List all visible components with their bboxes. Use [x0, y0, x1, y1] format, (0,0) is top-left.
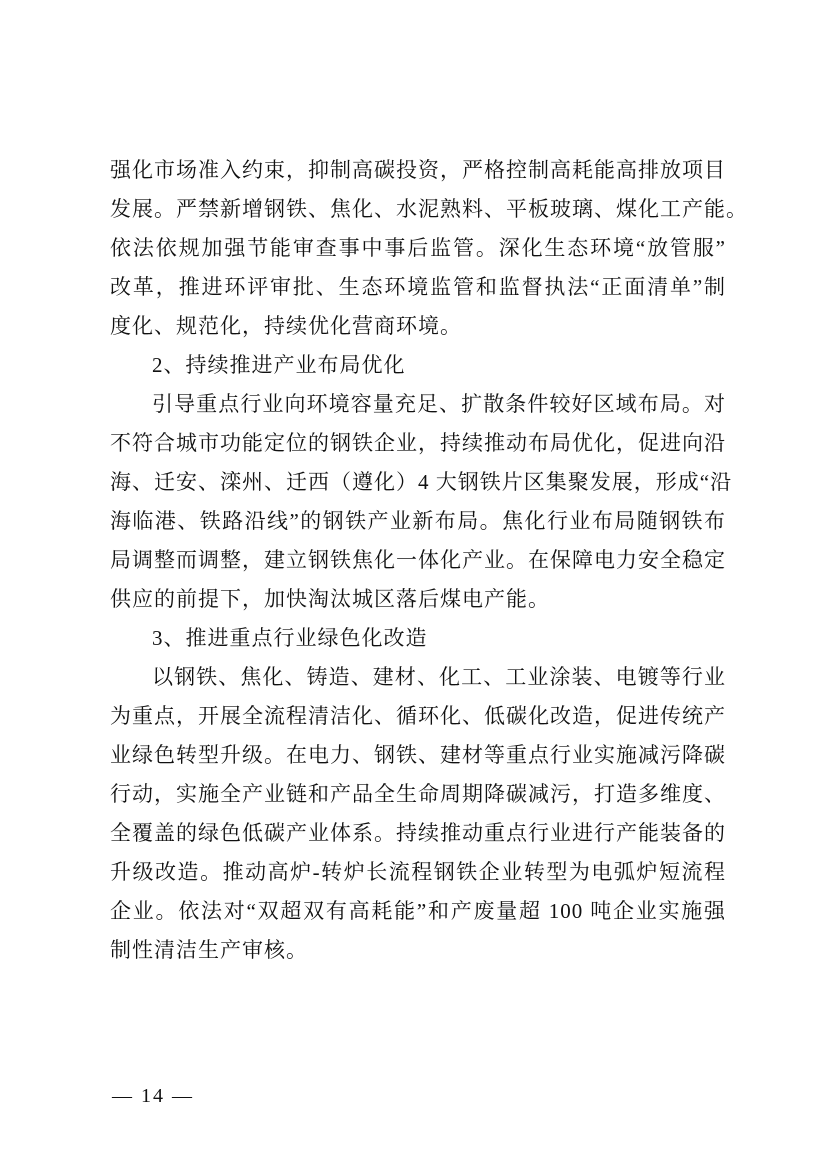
page-number: — 14 — — [112, 1085, 194, 1107]
text-line: 行动，实施全产业链和产品全生命周期降碳减污，打造多维度、 — [110, 782, 726, 806]
paragraph — [110, 385, 733, 619]
text-line: 全覆盖的绿色低碳产业体系。持续推动重点行业进行产能装备的 — [110, 821, 726, 845]
text-line: 海、迁安、滦州、迁西（遵化）4 大钢铁片区集聚发展，形成“沿 — [110, 470, 733, 494]
text-line: 不符合城市功能定位的钢铁企业，持续推动布局优化，促进向沿 — [110, 431, 726, 455]
heading-text: 3、推进重点行业绿色化改造 — [152, 626, 428, 650]
text-line: 企业。依法对“双超双有高耗能”和产废量超 100 吨企业实施强 — [110, 899, 726, 923]
section-heading — [110, 619, 726, 658]
heading-text: 2、持续推进产业布局优化 — [152, 353, 406, 377]
text-line: 度化、规范化，持续优化营商环境。 — [110, 314, 462, 338]
text-line: 为重点，开展全流程清洁化、循环化、低碳化改造，促进传统产 — [110, 704, 726, 728]
paragraph — [110, 658, 726, 970]
text-line: 发展。严禁新增钢铁、焦化、水泥熟料、平板玻璃、煤化工产能。 — [110, 197, 748, 221]
paragraph — [110, 151, 748, 346]
section-heading — [110, 346, 726, 385]
text-line: 制性清洁生产审核。 — [110, 938, 308, 962]
text-line: 依法依规加强节能审查事中事后监管。深化生态环境“放管服” — [110, 236, 726, 260]
text-line: 升级改造。推动高炉-转炉长流程钢铁企业转型为电弧炉短流程 — [110, 860, 726, 884]
text-line: 供应的前提下，加快淘汰城区落后煤电产能。 — [110, 587, 550, 611]
text-line: 业绿色转型升级。在电力、钢铁、建材等重点行业实施减污降碳 — [110, 743, 726, 767]
document-body — [110, 151, 748, 970]
text-line: 以钢铁、焦化、铸造、建材、化工、工业涂装、电镀等行业 — [152, 665, 726, 689]
text-line: 引导重点行业向环境容量充足、扩散条件较好区域布局。对 — [152, 392, 726, 416]
text-line: 海临港、铁路沿线”的钢铁产业新布局。焦化行业布局随钢铁布 — [110, 509, 726, 533]
text-line: 改革，推进环评审批、生态环境监管和监督执法“正面清单”制 — [110, 275, 726, 299]
text-line: 局调整而调整，建立钢铁焦化一体化产业。在保障电力安全稳定 — [110, 548, 726, 572]
text-line: 强化市场准入约束，抑制高碳投资，严格控制高耗能高排放项目 — [110, 158, 726, 182]
